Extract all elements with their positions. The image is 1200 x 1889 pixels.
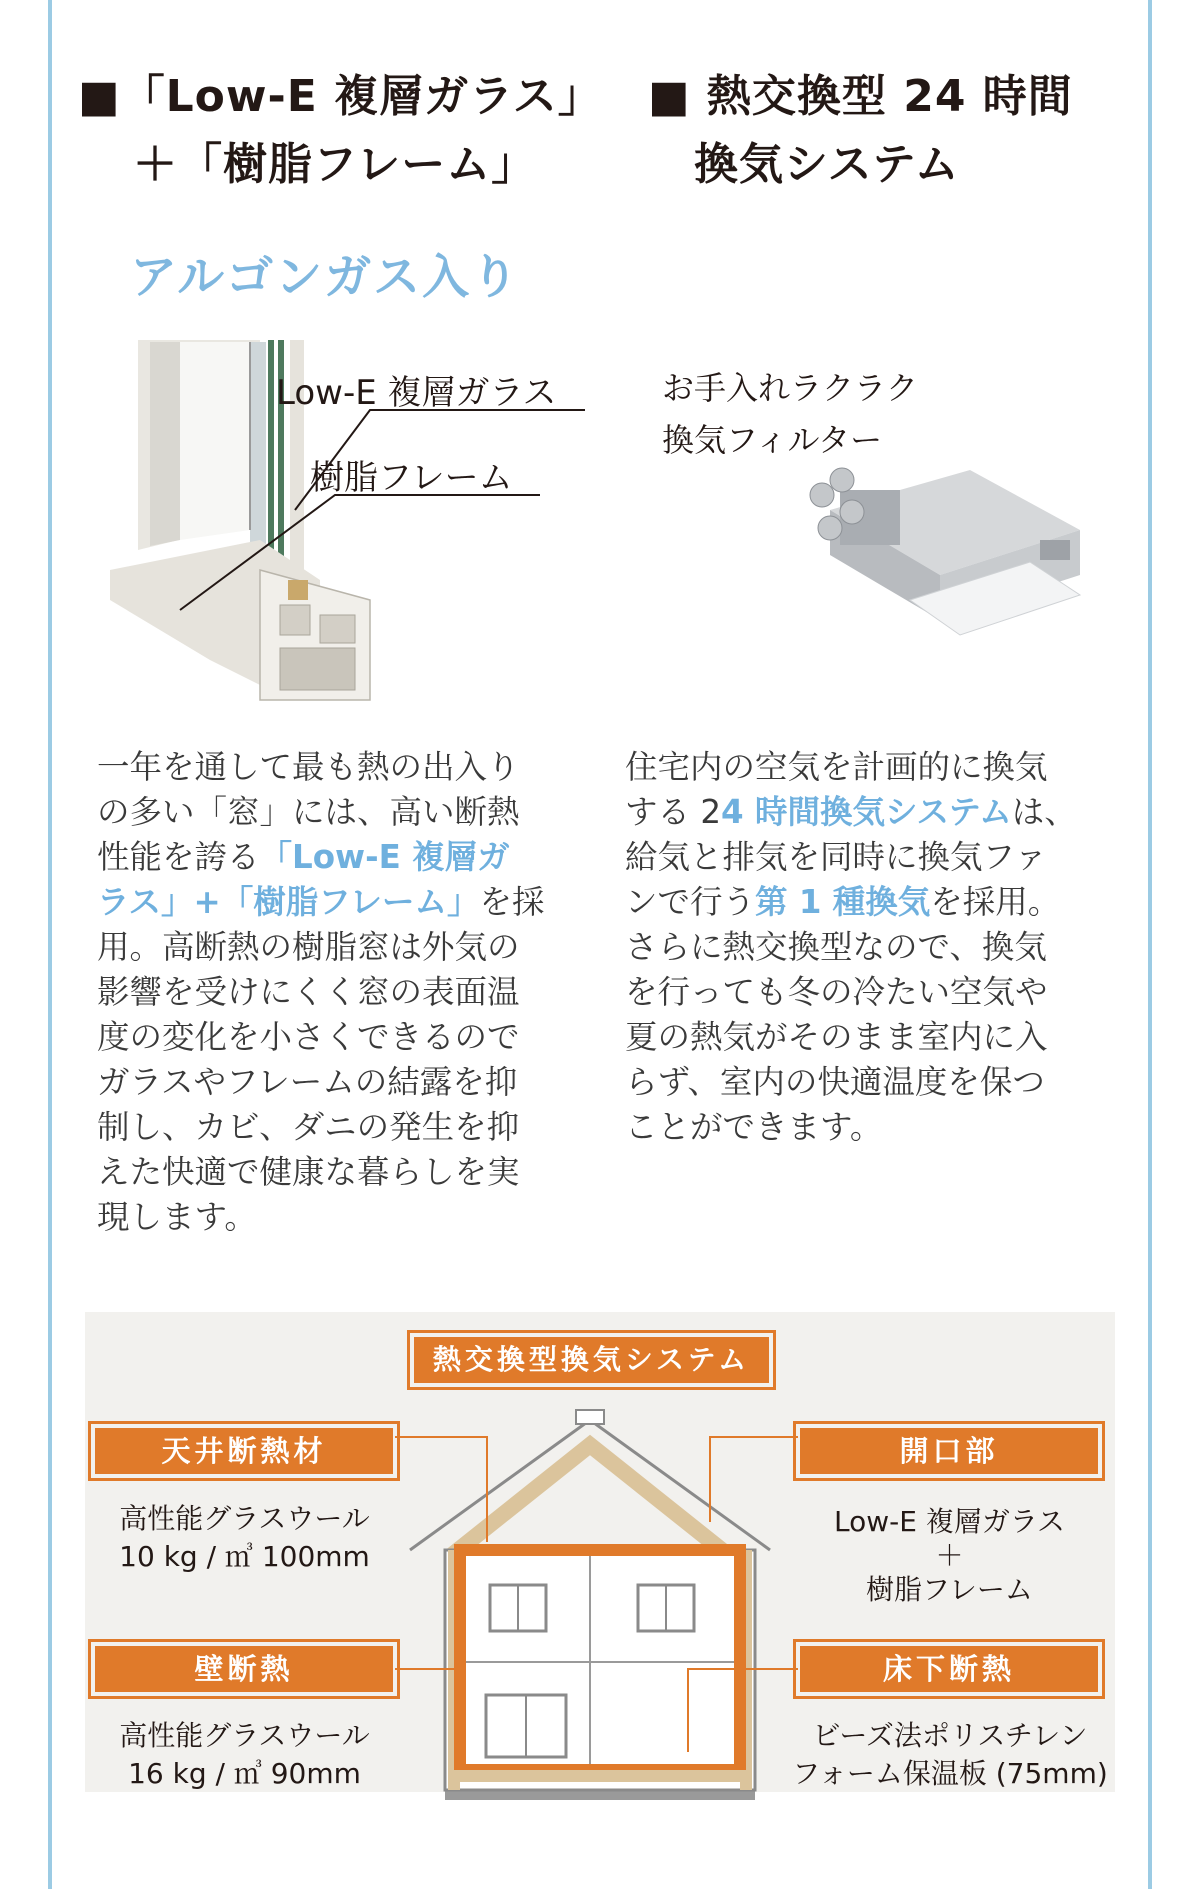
right-body-line: らず、室内の快適温度を保つ [625,1063,1045,1101]
left-body-line: 度の変化を小さくできるので [97,1018,520,1056]
right-body-line [625,880,1077,925]
right-body-text [625,745,1077,1150]
opening-desc [797,1505,1102,1607]
diagram-title: 熱交換型換気システム [414,1337,769,1383]
left-body-line: ガラスやフレームの結露を抑 [97,1063,518,1101]
opening-desc-line2: ＋ [935,1539,964,1572]
highlight-run: 「Low-E 複層ガ [259,838,510,876]
text-run: ンで行う [625,883,756,921]
floor-insulation-desc [790,1717,1110,1793]
ceiling-desc-line2: 10 kg / ㎥ 100mm [119,1540,370,1573]
right-body-line: さらに熱交換型なので、換気 [625,928,1047,966]
highlight-run: 第 1 種換気 [755,883,931,921]
glass-callout: Low-E 複層ガラス [276,373,557,413]
right-border [1148,0,1152,1889]
fan-callout-line1: お手入れラクラク [662,369,919,407]
text-run: は、 [1011,793,1077,831]
wall-insulation-desc [92,1717,397,1793]
floor-insulation-label: 床下断熱 [800,1646,1098,1692]
left-body-line: 制し、カビ、ダニの発生を抑 [97,1108,520,1146]
text-run: を採 [479,883,545,921]
highlight-run: ラス」+「樹脂フレーム」 [97,883,480,921]
left-body-line: えた快適で健康な暮らしを実 [97,1153,520,1191]
highlight-run: 4 時間換気システム [721,793,1012,831]
right-body-line: 住宅内の空気を計画的に換気 [625,748,1048,786]
window-callout-lines [240,400,640,600]
wall-desc-line2: 16 kg / ㎥ 90mm [128,1757,361,1790]
right-body-line: 給気と排気を同時に換気ファ [625,838,1047,876]
frame-callout: 樹脂フレーム [310,458,513,498]
ceiling-desc-line1: 高性能グラスウール [119,1502,370,1535]
fan-callout-line2: 換気フィルター [662,421,883,459]
left-heading-line2: ＋「樹脂フレーム」 [133,139,537,190]
left-body-line: 影響を受けにくく窓の表面温 [97,973,520,1011]
left-body-line: 用。高断熱の樹脂窓は外気の [97,928,520,966]
left-body-line [97,880,544,925]
ventilation-unit-image [800,450,1100,650]
floor-desc-line1: ビーズ法ポリスチレン [812,1719,1088,1752]
argon-subheading: アルゴンガス入り [130,250,521,305]
opening-label: 開口部 [800,1428,1098,1474]
text-run: する 2 [625,793,722,831]
left-body-line: 一年を通して最も熱の出入り [97,748,520,786]
right-body-line [625,790,1077,835]
right-body-line: 夏の熱気がそのまま室内に入 [625,1018,1048,1056]
left-body-text [97,745,544,1240]
ceiling-insulation-desc [92,1500,397,1576]
left-body-line: の多い「窓」には、高い断熱 [97,793,520,831]
floor-desc-line2: フォーム保温板 (75mm) [792,1757,1108,1790]
left-body-line [97,835,544,880]
text-run: を採用。 [930,883,1061,921]
wall-insulation-label: 壁断熱 [95,1646,393,1692]
opening-desc-line3: 樹脂フレーム [866,1573,1033,1606]
left-body-line: 現します。 [97,1198,257,1236]
left-border [48,0,52,1889]
wall-desc-line1: 高性能グラスウール [119,1719,370,1752]
text-run: 性能を誇る [97,838,260,876]
right-body-line: を行っても冬の冷たい空気や [625,973,1048,1011]
left-heading-line1: ■「Low-E 複層ガラス」 [78,71,603,122]
right-heading-line1: ■ 熱交換型 24 時間 [648,71,1073,122]
opening-desc-line1: Low-E 複層ガラス [834,1505,1065,1538]
right-heading-line2: 換気システム [694,139,960,190]
ceiling-insulation-label: 天井断熱材 [95,1428,393,1474]
right-body-line: ことができます。 [625,1108,883,1146]
